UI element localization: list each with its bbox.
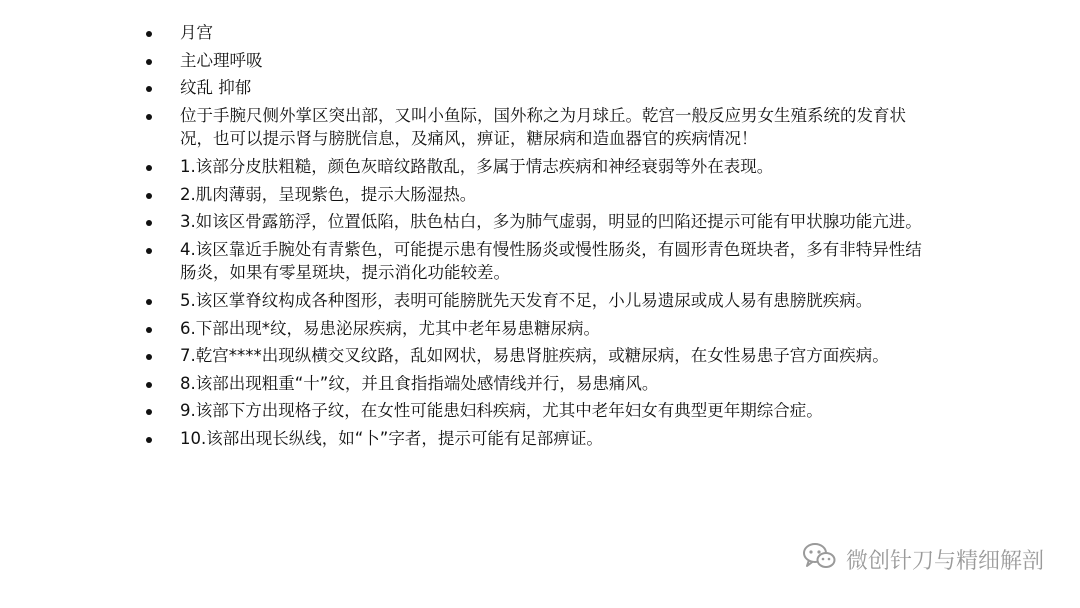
- list-item: [146, 317, 926, 341]
- bullet-dot: [146, 31, 152, 37]
- list-item: [146, 104, 926, 151]
- list-item: [146, 289, 926, 313]
- list-item-text: 4.该区靠近手腕处有青紫色，可能提示患有慢性肠炎或慢性肠炎，有圆形青色斑块者，多有非特异性结肠炎，如果有零星斑块，提示消化功能较差。: [180, 239, 922, 283]
- bullet-dot: [146, 327, 152, 333]
- list-item-text: 10.该部出现长纵线，如“卜”字者，提示可能有足部痹证。: [180, 428, 603, 448]
- list-item-text: 9.该部下方出现格子纹，在女性可能患妇科疾病，尤其中老年妇女有典型更年期综合症。: [180, 401, 823, 421]
- bullet-dot: [146, 86, 152, 92]
- list-item-text: 7.乾宫****出现纵横交叉纹路，乱如网状，易患肾脏疾病，或糖尿病，在女性易患子宫方面疾病。: [180, 346, 889, 366]
- list-item: [146, 427, 926, 451]
- list-item-text: 2.肌肉薄弱，呈现紫色，提示大肠湿热。: [180, 184, 477, 204]
- list-item-text: 3.如该区骨露筋浮，位置低陷，肤色枯白，多为肺气虚弱，明显的凹陷还提示可能有甲状腺功能亢进。: [180, 212, 922, 232]
- list-item-text: 位于手腕尺侧外掌区突出部，又叫小鱼际，国外称之为月球丘。乾宫一般反应男女生殖系统的发育状况，也可以提示肾与膀胱信息，及痛风，痹证，糖尿病和造血器官的疾病情况！: [180, 105, 906, 149]
- bullet-dot: [146, 193, 152, 199]
- bullet-dot: [146, 220, 152, 226]
- watermark: [802, 542, 1044, 576]
- list-item-text: 月宫: [180, 23, 213, 42]
- bullet-dot: [146, 165, 152, 171]
- list-item: [146, 76, 926, 100]
- list-item-text: 6.下部出现*纹，易患泌尿疾病，尤其中老年易患糖尿病。: [180, 318, 600, 338]
- list-item-text: 8.该部出现粗重“十”纹，并且食指指端处感情线并行，易患痛风。: [180, 373, 659, 393]
- list-item: [146, 372, 926, 396]
- bullet-dot: [146, 59, 152, 65]
- watermark-text: 微创针刀与精细解剖: [845, 548, 1044, 574]
- list-item-text: 主心理呼吸: [180, 50, 263, 70]
- bullet-dot: [146, 299, 152, 305]
- list-item: [146, 183, 926, 207]
- bullet-dot: [146, 114, 152, 120]
- list-item: [146, 155, 926, 179]
- bullet-dot: [146, 354, 152, 360]
- list-item-text: 5.该区掌脊纹构成各种图形，表明可能膀胱先天发育不足，小儿易遗尿或成人易有患膀胱疾病。: [180, 290, 873, 310]
- bullet-dot: [146, 437, 152, 443]
- bullet-dot: [146, 248, 152, 254]
- bullet-dot: [146, 382, 152, 388]
- bullet-dot: [146, 409, 152, 415]
- list-item-text: 1.该部分皮肤粗糙，颜色灰暗纹路散乱，多属于情志疾病和神经衰弱等外在表现。: [180, 156, 774, 176]
- list-item: [146, 210, 926, 234]
- list-item-text: 纹乱 抑郁: [180, 78, 252, 98]
- list-item: [146, 21, 926, 45]
- list-item: [146, 344, 926, 368]
- wechat-icon: [802, 542, 836, 576]
- bullet-list: [146, 21, 926, 451]
- list-item: [146, 399, 926, 423]
- list-item: [146, 238, 926, 285]
- list-item: [146, 49, 926, 73]
